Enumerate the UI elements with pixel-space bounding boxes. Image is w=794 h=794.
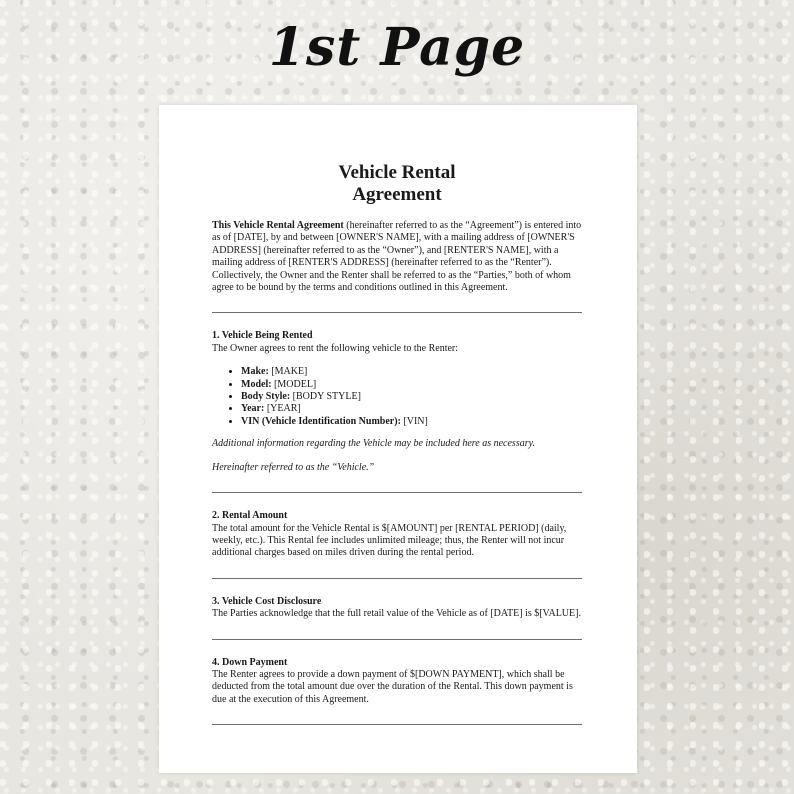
section-rental-amount — [212, 510, 582, 560]
section-heading: 4. Down Payment — [212, 656, 288, 668]
section-body: The Parties acknowledge that the full retail value of the Vehicle as of [DATE] is $[VALUE]. — [212, 608, 581, 620]
list-item — [241, 391, 582, 403]
list-item — [241, 403, 582, 415]
list-item — [241, 379, 582, 391]
intro-text: (hereinafter referred to as the “Agreement”) is entered into as of [DATE], by and between [OWNER'S NAME], with a mailing address of [OWNER'S ADDRESS] (hereinafter referred to as the “Owner”), and [RENTER'S NAME], with a mailing address of [RENTER'S ADDRESS] (hereinafter referred to as the “Renter”). Collectively, the Owner and the Renter shall be referred to as the “Parties,” both of whom agree to be bound by the terms and conditions outlined in this Agreement. — [212, 220, 582, 294]
page-banner: 1st Page — [268, 17, 526, 78]
item-value: [MAKE] — [268, 366, 308, 378]
section-note: Hereinafter referred to as the “Vehicle.” — [212, 461, 375, 473]
list-item — [241, 366, 582, 378]
item-label: VIN (Vehicle Identification Number): — [241, 415, 401, 427]
title-line-2: Agreement — [352, 184, 442, 205]
intro-paragraph — [212, 220, 582, 294]
section-heading: 3. Vehicle Cost Disclosure — [212, 595, 322, 607]
vehicle-details-list — [212, 366, 582, 428]
section-note: Additional information regarding the Vehicle may be included here as necessary. — [212, 438, 535, 450]
item-label: Model: — [241, 378, 272, 390]
section-down-payment — [212, 657, 582, 707]
section-heading: 1. Vehicle Being Rented — [212, 330, 313, 342]
divider — [212, 578, 582, 579]
list-item — [241, 416, 582, 428]
intro-lead: This Vehicle Rental Agreement — [212, 220, 344, 231]
divider — [212, 639, 582, 640]
divider — [212, 492, 582, 493]
section-vehicle-cost-disclosure — [212, 596, 582, 621]
item-value: [MODEL] — [271, 378, 317, 390]
section-heading: 2. Rental Amount — [212, 510, 288, 522]
section-vehicle-being-rented — [212, 330, 582, 474]
title-line-1: Vehicle Rental — [338, 162, 456, 183]
section-body: The total amount for the Vehicle Rental is $[AMOUNT] per [RENTAL PERIOD] (daily, weekly, etc.). This Rental fee includes unlimited mileage; thus, the Renter will not incur additional charges based on miles driven during the rental period. — [212, 522, 567, 559]
document-page — [159, 105, 637, 773]
item-label: Year: — [241, 403, 265, 415]
section-body: The Renter agrees to provide a down payment of $[DOWN PAYMENT], which shall be deducted from the total amount due over the duration of the Rental. This down payment is due at the execution of this Agreement. — [212, 668, 573, 705]
item-label: Body Style: — [241, 391, 291, 403]
divider — [212, 724, 582, 725]
item-value: [BODY STYLE] — [290, 391, 361, 403]
divider — [212, 312, 582, 313]
section-body: The Owner agrees to rent the following vehicle to the Renter: — [212, 342, 459, 354]
item-label: Make: — [241, 366, 269, 378]
item-value: [VIN] — [400, 415, 428, 427]
document-title — [212, 162, 582, 206]
item-value: [YEAR] — [264, 403, 301, 415]
